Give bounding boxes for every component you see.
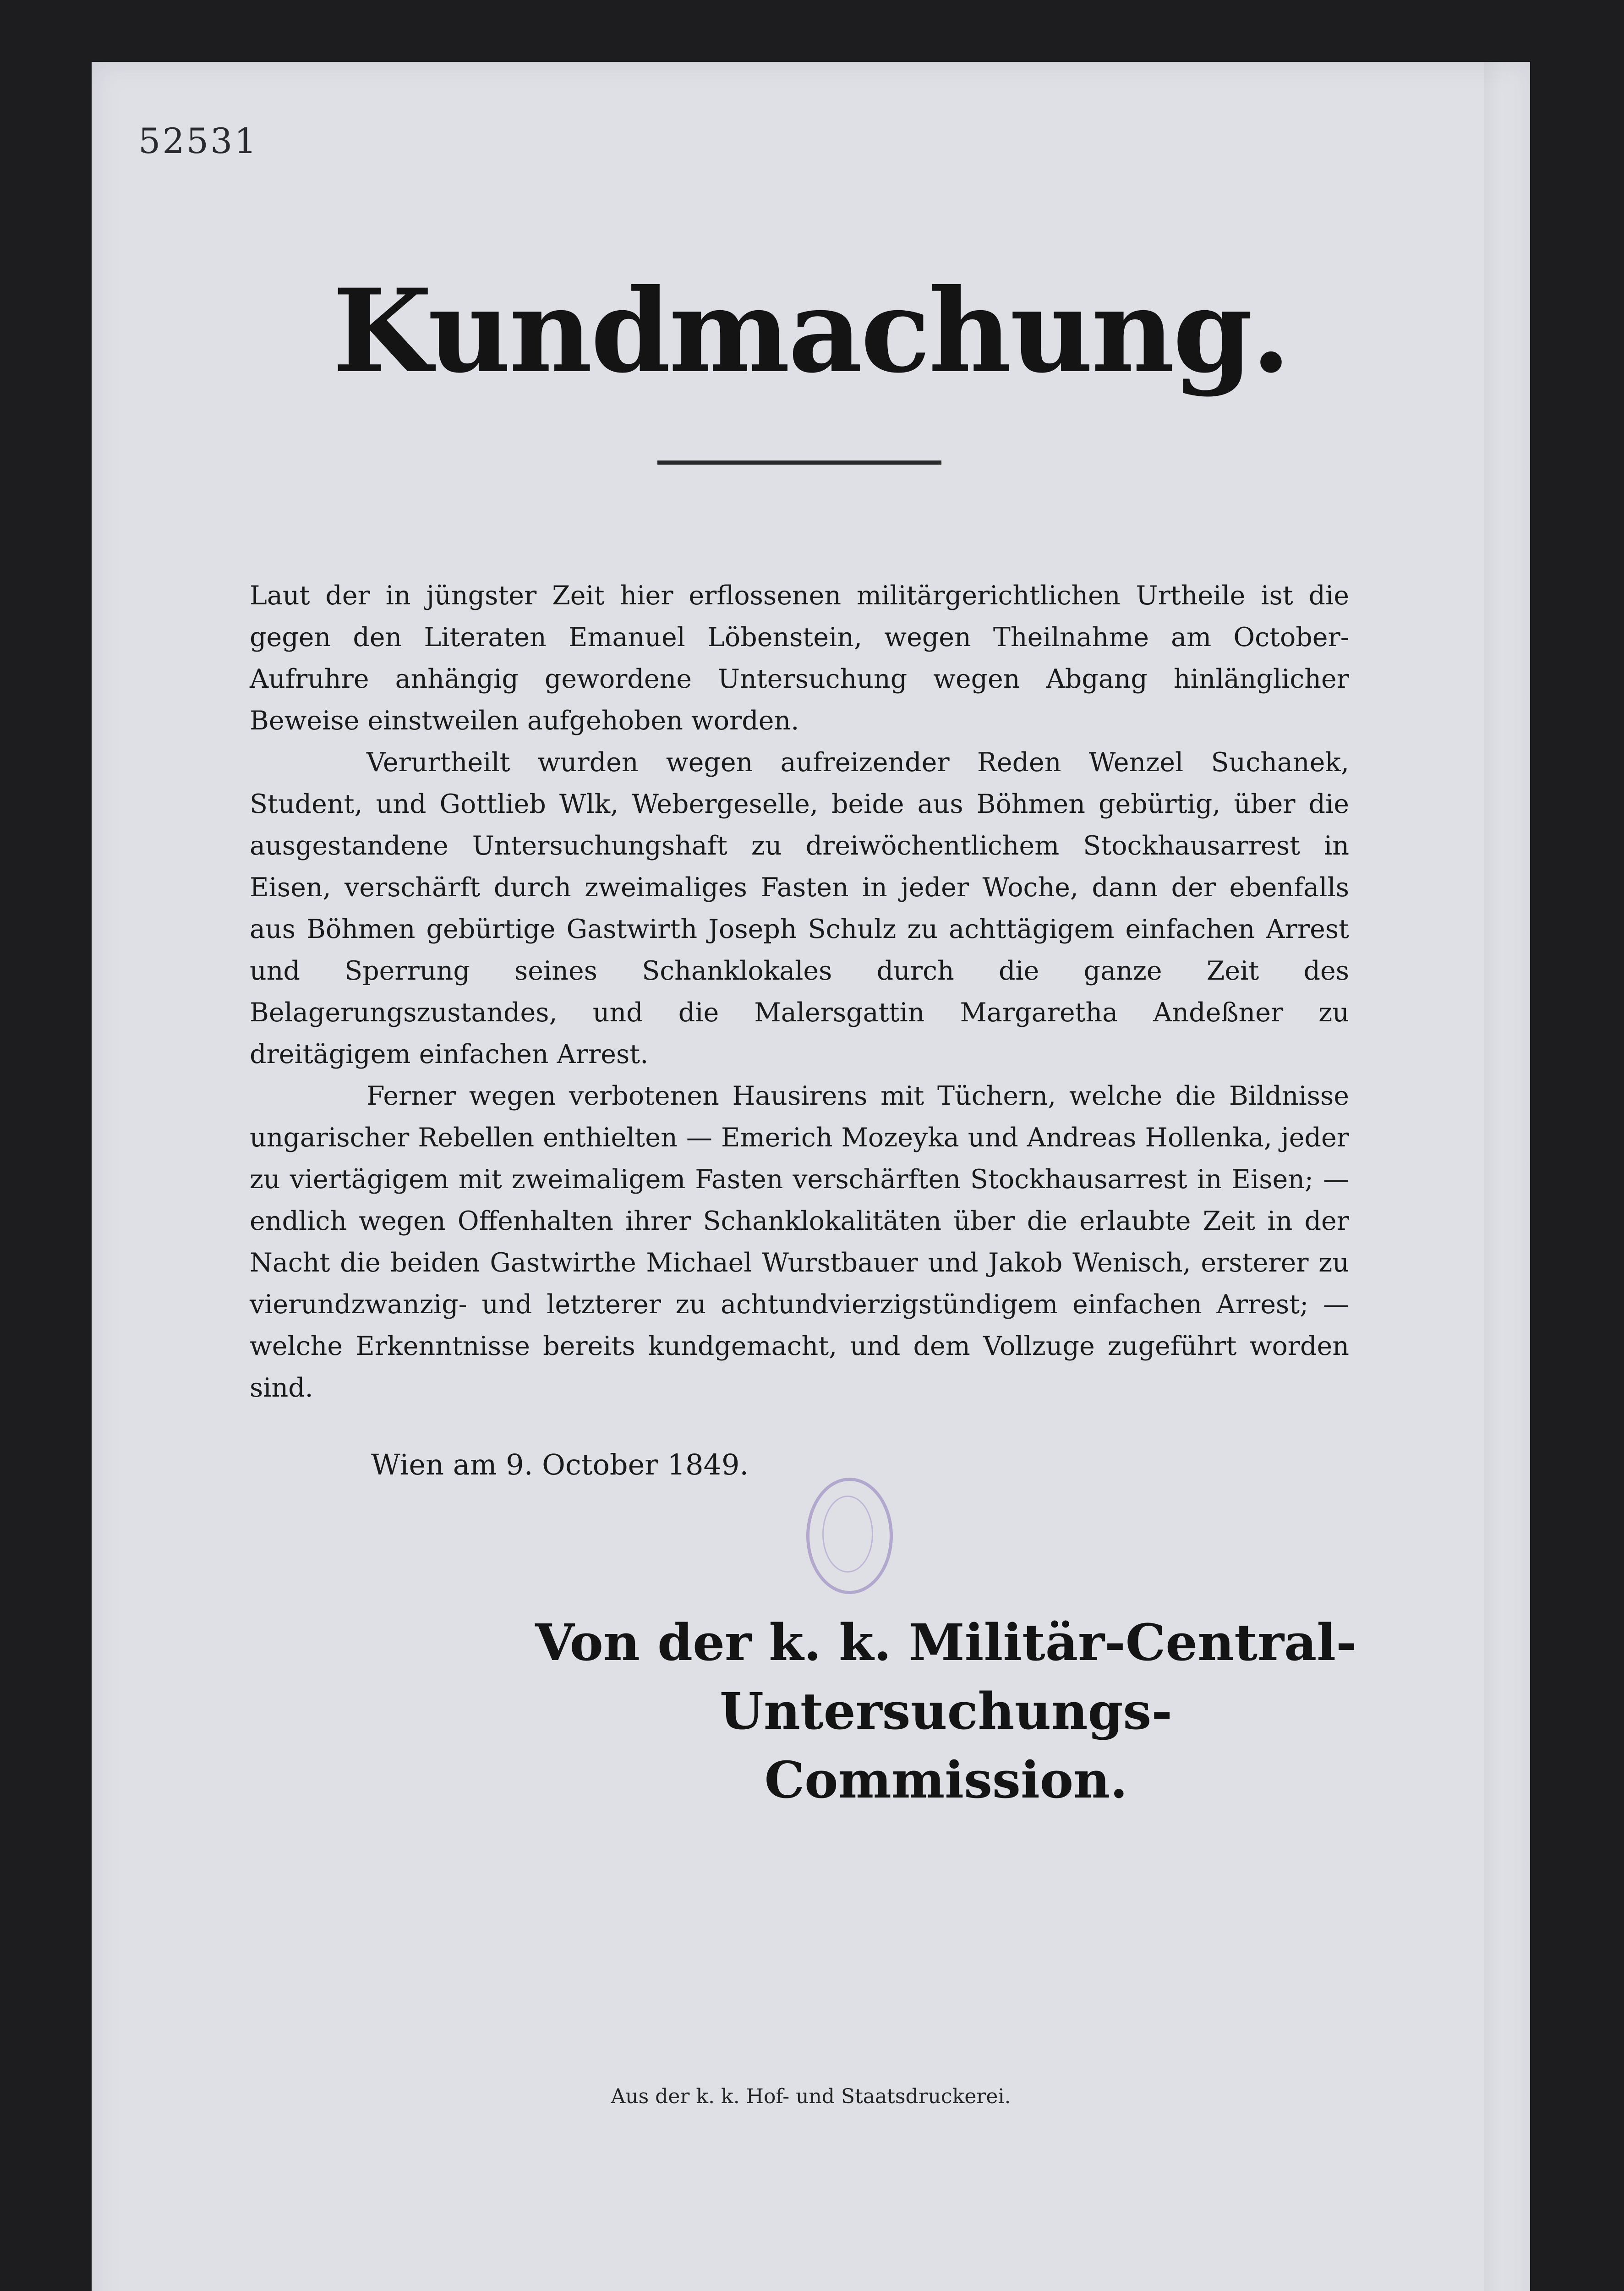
document-sheet xyxy=(92,62,1530,2291)
title-rule xyxy=(657,460,941,465)
archive-stamp xyxy=(806,1478,893,1594)
announcement-body xyxy=(250,575,1349,1409)
printer-imprint: Aus der k. k. Hof- und Staatsdruckerei. xyxy=(611,2085,1011,2108)
authority-line-2: Commission. xyxy=(764,1750,1128,1809)
paragraph-1: Laut der in jüngster Zeit hier erflossenen militärgerichtlichen Urtheile ist die gegen den Literaten Emanuel Löbenstein, wegen Theilnahme am October-Aufruhre anhängig gewordene Untersuchung wegen Abgang hinlänglicher Beweise einstweilen aufgehoben worden. xyxy=(250,581,1349,736)
issuing-authority xyxy=(465,1608,1427,1814)
paragraph-2: Verurtheilt wurden wegen aufreizender Reden Wenzel Suchanek, Student, und Gottlieb Wlk, Webergeselle, beide aus Böhmen gebürtig, über die ausgestandene Untersuchungshaft zu dreiwöchentlichem Stockhausarrest in Eisen, verschärft durch zweimaliges Fasten in jeder Woche, dann der ebenfalls aus Böhmen gebürtige Gastwirth Joseph Schulz zu achttägigem einfachen Arrest und Sperrung seines Schanklokales durch die ganze Zeit des Belagerungszustandes, und die Malersgattin Margaretha Andeßner zu dreitägigem einfachen Arrest. xyxy=(250,747,1349,1069)
document-title: Kundmachung. xyxy=(333,263,1289,398)
date-line: Wien am 9. October 1849. xyxy=(371,1448,749,1481)
stamp-inner-ring xyxy=(822,1496,873,1573)
authority-line-1: Von der k. k. Militär-Central-Untersuchungs- xyxy=(535,1613,1357,1741)
shelfmark-number: 52531 xyxy=(138,121,258,161)
paragraph-3: Ferner wegen verbotenen Hausirens mit Tüchern, welche die Bildnisse ungarischer Rebellen enthielten — Emerich Mozeyka und Andreas Hollenka, jeder zu viertägigem mit zweimaligem Fasten verschärften Stockhausarrest in Eisen; — endlich wegen Offenhalten ihrer Schanklokalitäten über die erlaubte Zeit in der Nacht die beiden Gastwirthe Michael Wurstbauer und Jakob Wenisch, ersterer zu vierundzwanzig- und letzterer zu achtundvierzigstündigem einfachen Arrest; — welche Erkenntnisse bereits kundgemacht, und dem Vollzuge zugeführt worden sind. xyxy=(250,1081,1349,1403)
